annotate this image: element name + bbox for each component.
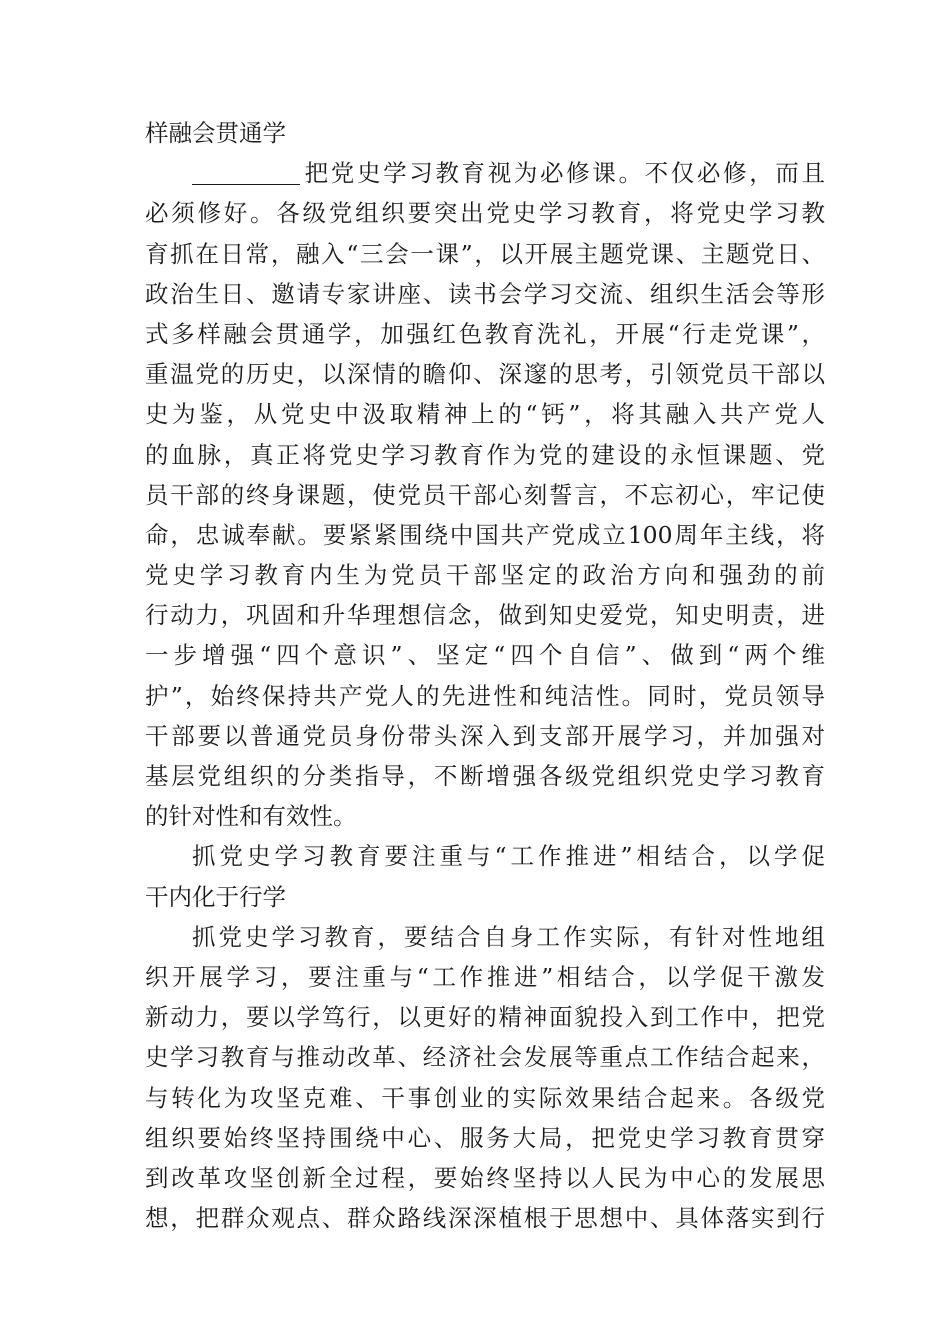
text-line — [145, 796, 825, 836]
line-text: 与转化为攻坚克难、干事创业的实际效果结合起来。各级党 — [145, 1083, 825, 1112]
text-line — [145, 113, 825, 153]
text-line — [145, 354, 825, 394]
line-text: 行动力，巩固和升华理想信念，做到知史爱党，知史明责，进 — [145, 601, 825, 630]
text-line — [145, 877, 825, 917]
line-text: 组织要始终坚持围绕中心、服务大局，把党史学习教育贯穿 — [145, 1123, 825, 1152]
line-text: 重温党的历史，以深情的瞻仰、深邃的思考，引领党员干部以 — [145, 360, 825, 389]
text-line — [145, 836, 825, 876]
text-line — [145, 716, 825, 756]
line-text: 干内化于行学 — [145, 882, 286, 911]
line-text: 到改革攻坚创新全过程，要始终坚持以人民为中心的发展思 — [145, 1163, 825, 1192]
text-line — [145, 234, 825, 274]
fill-in-blank — [192, 158, 300, 185]
line-text: 织开展学习，要注重与“工作推进”相结合，以学促干激发 — [145, 962, 825, 991]
line-text: 员干部的终身课题，使党员干部心刻誓言，不忘初心，牢记使 — [145, 480, 825, 509]
line-text: 样融会贯通学 — [145, 119, 286, 147]
line-text: 政治生日、邀请专家讲座、读书会学习交流、组织生活会等形 — [145, 279, 825, 308]
text-line — [145, 193, 825, 233]
text-line — [145, 1118, 825, 1158]
text-line — [145, 1158, 825, 1198]
line-text: 史学习教育与推动改革、经济社会发展等重点工作结合起来， — [145, 1043, 825, 1072]
line-text: 基层党组织的分类指导，不断增强各级党组织党史学习教育 — [145, 762, 825, 790]
text-line — [145, 515, 825, 555]
text-line — [145, 435, 825, 475]
text-line — [145, 957, 825, 997]
line-text: 党史学习教育内生为党员干部坚定的政治方向和强劲的前 — [145, 561, 825, 590]
text-line — [145, 475, 825, 515]
line-text: 育抓在日常，融入“三会一课”，以开展主题党课、主题党日、 — [145, 239, 825, 268]
text-line — [145, 997, 825, 1037]
text-line — [145, 394, 825, 434]
text-line — [145, 555, 825, 595]
text-line — [145, 1078, 825, 1118]
line-text: 抓党史学习教育要注重与“工作推进”相结合，以学促 — [192, 842, 825, 871]
line-text: 必须修好。各级党组织要突出党史学习教育，将党史学习教 — [145, 199, 825, 228]
text-line — [145, 595, 825, 635]
line-text: 把党史学习教育视为必修课。不仅必修，而且 — [302, 159, 825, 188]
text-line — [145, 314, 825, 354]
document-page — [145, 113, 825, 1238]
text-line — [145, 917, 825, 957]
text-line — [145, 1037, 825, 1077]
line-text: 史为鉴，从党史中汲取精神上的“钙”，将其融入共产党人 — [145, 400, 825, 429]
line-text: 护”，始终保持共产党人的先进性和纯洁性。同时，党员领导 — [145, 681, 825, 710]
line-text: 命，忠诚奉献。要紧紧围绕中国共产党成立100周年主线，将 — [145, 520, 825, 549]
line-text: 的针对性和有效性。 — [145, 802, 357, 831]
text-line — [145, 676, 825, 716]
line-text: 式多样融会贯通学，加强红色教育洗礼，开展“行走党课”， — [145, 319, 825, 348]
text-line — [145, 274, 825, 314]
line-text: 的血脉，真正将党史学习教育作为党的建设的永恒课题、党 — [145, 440, 825, 469]
line-text: 一步增强“四个意识”、坚定“四个自信”、做到“两个维 — [145, 641, 825, 670]
text-line — [145, 635, 825, 675]
text-line — [145, 756, 825, 796]
line-text: 想，把群众观点、群众路线深深植根于思想中、具体落实到行 — [145, 1204, 825, 1233]
line-text: 新动力，要以学笃行，以更好的精神面貌投入到工作中，把党 — [145, 1003, 825, 1032]
text-line — [145, 153, 825, 193]
line-text: 干部要以普通党员身份带头深入到支部开展学习，并加强对 — [145, 721, 825, 750]
line-text: 抓党史学习教育，要结合自身工作实际，有针对性地组 — [192, 922, 825, 951]
text-line — [145, 1198, 825, 1238]
